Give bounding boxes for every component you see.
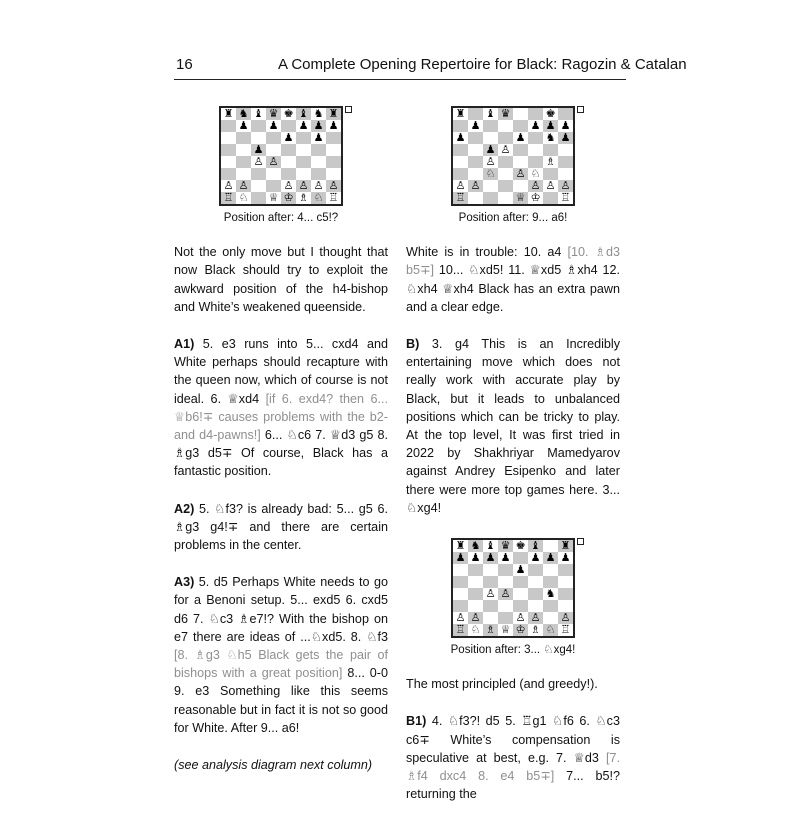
- board-square: ♙: [528, 612, 543, 624]
- board-square: ♙: [468, 180, 483, 192]
- board-square: ♖: [453, 624, 468, 636]
- board-square: ♗: [543, 156, 558, 168]
- diagram-2: [406, 104, 620, 227]
- board-square: [558, 564, 573, 576]
- board-square: ♝: [483, 108, 498, 120]
- board-square: ♟: [543, 552, 558, 564]
- board-square: [221, 144, 236, 156]
- paragraph-a3: [174, 573, 388, 737]
- board-square: ♙: [498, 144, 513, 156]
- board-square: [468, 132, 483, 144]
- board-square: [266, 168, 281, 180]
- board-square: [453, 156, 468, 168]
- board-square: [528, 132, 543, 144]
- text: 5. e3 runs into 5... cxd4 and White perhaps should recapture with the queen now, which of course is not ideal. 6. ♕xd4: [174, 337, 388, 406]
- board-square: [498, 120, 513, 132]
- board-square: [453, 564, 468, 576]
- board-square: ♟: [483, 144, 498, 156]
- text: 6... ♘c6 7. ♕d3 g5 8. ♗g3 d5∓ Of course, Black has a fantastic position.: [174, 428, 388, 479]
- board-square: ♟: [326, 120, 341, 132]
- board-square: ♘: [543, 624, 558, 636]
- board-square: ♟: [483, 552, 498, 564]
- board-square: ♘: [311, 192, 326, 204]
- board-square: ♖: [558, 192, 573, 204]
- diagram-caption: Position after: 3... ♘xg4!: [450, 644, 576, 657]
- board-square: ♞: [543, 132, 558, 144]
- board-square: [221, 132, 236, 144]
- left-column: [174, 90, 388, 793]
- board-square: ♟: [468, 552, 483, 564]
- board-square: [558, 576, 573, 588]
- board-square: ♗: [528, 624, 543, 636]
- running-title: A Complete Opening Repertoire for Black: Ragozin & Catalan: [278, 56, 687, 73]
- board-square: [543, 192, 558, 204]
- board-square: [558, 144, 573, 156]
- board-square: [236, 144, 251, 156]
- board-square: ♙: [281, 180, 296, 192]
- board-square: ♛: [498, 540, 513, 552]
- board-square: [468, 576, 483, 588]
- board-square: ♛: [498, 108, 513, 120]
- board-square: [453, 144, 468, 156]
- board-square: ♙: [558, 612, 573, 624]
- board-square: ♙: [468, 612, 483, 624]
- board-square: [236, 156, 251, 168]
- board-square: ♞: [236, 108, 251, 120]
- board-square: [296, 156, 311, 168]
- board-square: ♔: [528, 192, 543, 204]
- board-square: [281, 144, 296, 156]
- board-square: ♟: [528, 120, 543, 132]
- board-square: ♘: [236, 192, 251, 204]
- page-number: 16: [176, 56, 193, 73]
- board-square: ♗: [483, 624, 498, 636]
- board-square: ♙: [326, 180, 341, 192]
- board-square: ♟: [296, 120, 311, 132]
- board-square: [311, 156, 326, 168]
- board-square: [498, 168, 513, 180]
- variation-label: A3): [174, 575, 195, 590]
- board-square: ♝: [483, 540, 498, 552]
- board-square: [528, 576, 543, 588]
- board-square: [498, 564, 513, 576]
- board-square: [528, 588, 543, 600]
- board-square: ♔: [281, 192, 296, 204]
- text: 3. g4 This is an Incredibly entertaining move which does not really work with accurate play by Black, but it leads to unbalanced positions which can be tricky to play. At the top level, It was first tried in 2022 by Shakhriyar Mamedyarov against Andrey Esipenko and later there were more top games here. 3... ♘xg4!: [406, 337, 620, 515]
- subvariation: [10. ♗d3 b5∓]: [406, 245, 620, 278]
- board-square: ♖: [558, 624, 573, 636]
- board-square: [513, 144, 528, 156]
- board-square: [528, 144, 543, 156]
- board-square: ♕: [266, 192, 281, 204]
- board-square: ♘: [528, 168, 543, 180]
- board-square: ♜: [221, 108, 236, 120]
- side-to-move-marker: [577, 538, 584, 545]
- board-square: [326, 156, 341, 168]
- board-square: ♝: [528, 540, 543, 552]
- board-square: ♙: [453, 612, 468, 624]
- board-square: [558, 588, 573, 600]
- board-square: ♙: [498, 588, 513, 600]
- text: 5. ♘f3? is already bad: 5... g5 6. ♗g3 g4!∓ and there are certain problems in the center.: [174, 501, 388, 553]
- side-to-move-marker: [577, 106, 584, 113]
- board-square: ♝: [296, 108, 311, 120]
- board-square: [468, 564, 483, 576]
- board-square: ♟: [513, 564, 528, 576]
- paragraph-b: [406, 335, 620, 517]
- board-square: [296, 144, 311, 156]
- board-square: [528, 564, 543, 576]
- board-square: ♟: [311, 132, 326, 144]
- board-square: [543, 564, 558, 576]
- paragraph-principled: The most principled (and greedy!).: [406, 677, 598, 692]
- text: 10... ♘xd5! 11. ♕xd5 ♗xh4 12. ♘xh4 ♕xh4 Black has an extra pawn and a clear edge.: [406, 263, 620, 314]
- board-square: ♟: [281, 132, 296, 144]
- board-square: [468, 588, 483, 600]
- text: 8... 0-0 9. e3 Something like this seems reasonable but in fact it is not so good for White. After 9... a6!: [174, 666, 389, 735]
- board-square: ♟: [543, 120, 558, 132]
- board-square: [513, 576, 528, 588]
- board-square: ♙: [558, 180, 573, 192]
- board-square: ♙: [266, 156, 281, 168]
- board-square: ♚: [543, 108, 558, 120]
- board-square: ♞: [543, 588, 558, 600]
- board-square: ♖: [326, 192, 341, 204]
- board-square: ♙: [513, 612, 528, 624]
- diagram-caption: Position after: 9... a6!: [458, 212, 568, 224]
- board-square: ♔: [513, 624, 528, 636]
- text: White is in trouble: 10. a4: [406, 245, 568, 260]
- diagram-note: (see analysis diagram next column): [174, 758, 373, 773]
- board-square: [453, 588, 468, 600]
- board-square: [251, 168, 266, 180]
- board-square: ♟: [558, 120, 573, 132]
- board-square: ♜: [453, 108, 468, 120]
- paragraph-a1: [174, 335, 388, 481]
- board-square: [558, 156, 573, 168]
- board-square: ♟: [468, 120, 483, 132]
- board-square: [498, 156, 513, 168]
- board-square: ♚: [281, 108, 296, 120]
- board-square: ♙: [453, 180, 468, 192]
- variation-label: A1): [174, 337, 195, 352]
- board-square: ♝: [251, 108, 266, 120]
- board-square: [221, 120, 236, 132]
- side-to-move-marker: [345, 106, 352, 113]
- board-square: [326, 144, 341, 156]
- board-square: ♕: [498, 624, 513, 636]
- board-square: [498, 180, 513, 192]
- board-square: [311, 144, 326, 156]
- board-square: [468, 156, 483, 168]
- diagram-1: [174, 104, 388, 227]
- board-square: [513, 588, 528, 600]
- board-square: ♜: [558, 540, 573, 552]
- board-square: [468, 144, 483, 156]
- board-square: [468, 192, 483, 204]
- board-square: ♘: [468, 624, 483, 636]
- board-square: ♕: [513, 192, 528, 204]
- subvariation: [8. ♗g3 ♘h5 Black gets the pair of bishops with a great position]: [174, 648, 388, 681]
- board-square: [483, 564, 498, 576]
- board-square: ♟: [498, 552, 513, 564]
- board-square: ♙: [311, 180, 326, 192]
- board-square: ♙: [528, 180, 543, 192]
- right-column: [406, 90, 620, 822]
- paragraph-a2: [174, 500, 388, 555]
- board-square: [251, 120, 266, 132]
- board-square: [498, 600, 513, 612]
- subvariation: [7. ♗f4 dxc4 8. e4 b5∓]: [406, 750, 620, 784]
- board-square: ♛: [266, 108, 281, 120]
- board-square: [453, 576, 468, 588]
- board-square: ♟: [251, 144, 266, 156]
- variation-label: B1): [406, 714, 427, 729]
- board-square: ♘: [483, 168, 498, 180]
- board-square: [483, 600, 498, 612]
- paragraph-white-trouble: [406, 243, 620, 316]
- subvariation: [if 6. exd4? then 6... ♕b6!∓ causes problems with the b2- and d4-pawns!]: [174, 391, 388, 443]
- board-square: [483, 192, 498, 204]
- board-square: [281, 156, 296, 168]
- board-square: ♟: [558, 132, 573, 144]
- board-square: ♞: [468, 540, 483, 552]
- board-square: ♟: [311, 120, 326, 132]
- board-square: ♙: [221, 180, 236, 192]
- board-square: ♚: [513, 540, 528, 552]
- text: 7... b5!? returning the: [406, 769, 620, 802]
- board-square: ♜: [453, 540, 468, 552]
- board-square: ♙: [513, 168, 528, 180]
- board-square: ♞: [311, 108, 326, 120]
- diagram-3: [406, 536, 620, 659]
- board-square: ♟: [513, 132, 528, 144]
- board-square: ♟: [266, 120, 281, 132]
- diagram-caption: Position after: 4... c5!?: [223, 212, 339, 224]
- board-square: ♙: [251, 156, 266, 168]
- board-square: ♟: [236, 120, 251, 132]
- board-square: ♙: [296, 180, 311, 192]
- chess-board: [451, 538, 575, 638]
- board-square: ♗: [296, 192, 311, 204]
- paragraph-b1: [406, 712, 620, 803]
- board-square: [296, 132, 311, 144]
- board-square: [483, 120, 498, 132]
- variation-label: B): [406, 337, 420, 352]
- paragraph-intro: Not the only move but I thought that now Black should try to exploit the awkward position of the h4-bishop and White’s weakened queenside.: [174, 245, 388, 314]
- header-rule: [174, 79, 626, 80]
- board-square: [498, 192, 513, 204]
- board-square: ♖: [221, 192, 236, 204]
- variation-label: A2): [174, 501, 195, 516]
- chess-board: [219, 106, 343, 206]
- board-square: ♟: [528, 552, 543, 564]
- board-square: [251, 180, 266, 192]
- board-square: ♟: [453, 132, 468, 144]
- board-square: [236, 132, 251, 144]
- board-square: ♙: [483, 588, 498, 600]
- board-square: [483, 180, 498, 192]
- board-square: [221, 156, 236, 168]
- text: 5. d5 Perhaps White needs to go for a Benoni setup. 5... exd5 6. cxd5 d6 7. ♘c3 ♗e7!? With the bishop on e7 there are ideas of ...♘xd5. 8. ♘f3: [174, 575, 388, 644]
- chess-board: [451, 106, 575, 206]
- board-square: [543, 600, 558, 612]
- board-square: [513, 108, 528, 120]
- board-square: ♟: [453, 552, 468, 564]
- board-square: ♙: [483, 156, 498, 168]
- board-square: ♙: [543, 180, 558, 192]
- board-square: ♜: [326, 108, 341, 120]
- board-square: ♖: [453, 192, 468, 204]
- board-square: [251, 192, 266, 204]
- board-square: ♟: [558, 552, 573, 564]
- board-square: [266, 132, 281, 144]
- text: 4. ♘f3?! d5 5. ♖g1 ♘f6 6. ♘c3 c6∓ White’s compensation is speculative at best, e.g. 7. ♕d3: [406, 714, 620, 765]
- board-square: [326, 132, 341, 144]
- board-square: ♙: [236, 180, 251, 192]
